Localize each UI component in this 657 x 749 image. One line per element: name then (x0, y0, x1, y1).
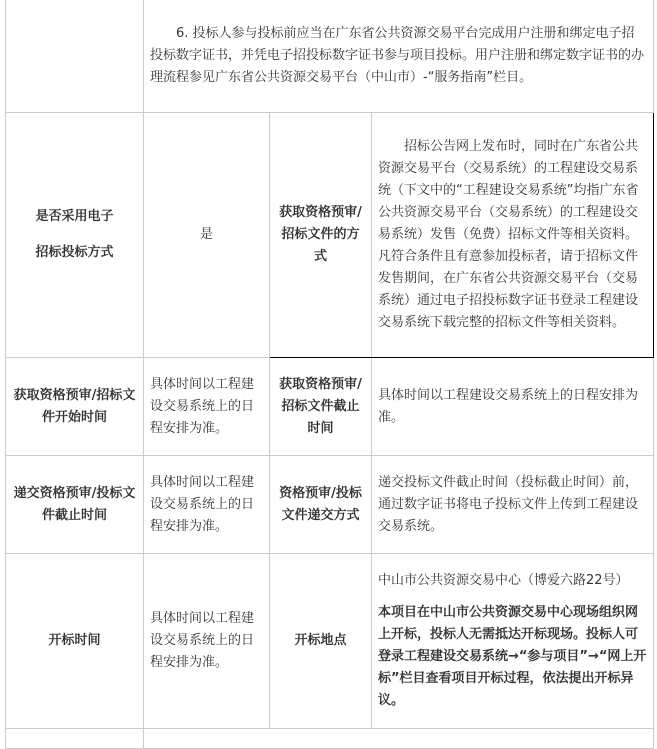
label-electronic-bidding-line2: 招标投标方式 (35, 245, 114, 260)
value-opening-location (372, 554, 654, 729)
empty-label-cell (6, 0, 144, 113)
label-document-start-time: 获取资格预审/招标文件开始时间 (6, 358, 144, 456)
label-submission-method: 资格预审/投标文件递交方式 (270, 456, 372, 554)
registration-note-cell (144, 0, 654, 113)
document-method-text: 招标公告网上发布时，同时在广东省公共资源交易平台（交易系统）的工程建设交易系统（下文中的“工程建设交易系统”均指广东省公共资源交易平台（交易系统）的工程建设交易系统）发售（免费）招标文件等相关资料。凡符合条件且有意参加投标者，请于招标文件发售期间，在广东省公共资源交易平台（交易系统）通过电子招投标数字证书登录工程建设交易系统下载完整的招标文件等相关资料。 (378, 139, 639, 330)
label-document-method: 获取资格预审/招标文件的方式 (270, 113, 372, 358)
table-row-bid-opening (6, 554, 654, 729)
value-opening-time: 具体时间以工程建设交易系统上的日程安排为准。 (144, 554, 270, 729)
table-row-registration-note (6, 0, 654, 113)
table-row-electronic-bidding (6, 113, 654, 358)
value-submission-deadline: 具体时间以工程建设交易系统上的日程安排为准。 (144, 456, 270, 554)
value-document-method (372, 113, 654, 358)
value-electronic-bidding: 是 (144, 113, 270, 358)
label-document-end-time: 获取资格预审/招标文件截止时间 (270, 358, 372, 456)
empty-cell (6, 729, 144, 749)
label-electronic-bidding-line1: 是否采用电子 (35, 209, 114, 224)
label-opening-location: 开标地点 (270, 554, 372, 729)
registration-note-text: 6. 投标人参与投标前应当在广东省公共资源交易平台完成用户注册和绑定电子招投标数字证书，并凭电子招投标数字证书参与项目投标。用户注册和绑定数字证书的办理流程参见广东省公共资源交易平台（中山市）-“服务指南”栏目。 (150, 25, 645, 85)
tender-info-table (5, 0, 654, 749)
table-row-submission (6, 456, 654, 554)
value-document-start-time: 具体时间以工程建设交易系统上的日程安排为准。 (144, 358, 270, 456)
value-document-end-time: 具体时间以工程建设交易系统上的日程安排为准。 (372, 358, 654, 456)
table-row-document-times (6, 358, 654, 456)
opening-address-text: 中山市公共资源交易中心（博爱六路22号） (378, 573, 629, 588)
label-electronic-bidding (6, 113, 144, 358)
label-opening-time: 开标时间 (6, 554, 144, 729)
opening-note-text: 本项目在中山市公共资源交易中心现场组织网上开标，投标人无需抵达开标现场。投标人可登录工程建设交易系统→“参与项目”→“网上开标”栏目查看项目开标过程，依法提出开标异议。 (378, 605, 647, 708)
label-submission-deadline: 递交资格预审/投标文件截止时间 (6, 456, 144, 554)
empty-cell (144, 729, 654, 749)
value-submission-method: 递交投标文件截止时间（投标截止时间）前，通过数字证书将电子投标文件上传到工程建设交易系统。 (372, 456, 654, 554)
table-row-next (6, 729, 654, 749)
